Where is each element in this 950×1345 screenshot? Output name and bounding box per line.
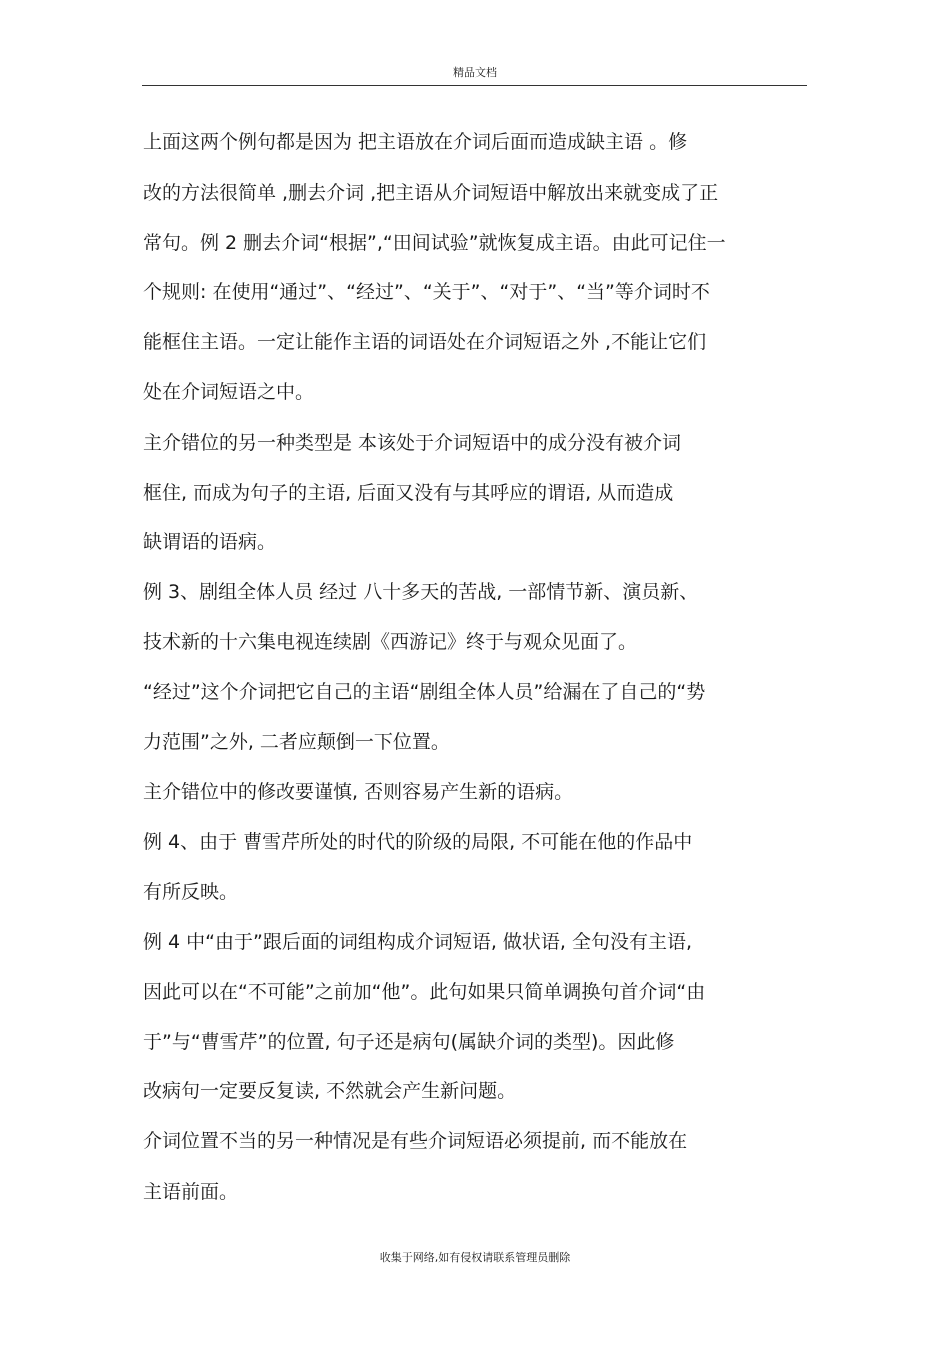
page-header: 精品文档 [453,66,497,79]
text-line: 主语前面。 [143,1181,239,1203]
text-line: 缺谓语的语病。 [143,531,277,553]
text-line: 介词位置不当的另一种情况是有些介词短语必须提前, 而不能放在 [143,1130,688,1152]
header-divider [142,85,807,86]
text-line: 上面这两个例句都是因为 把主语放在介词后面而造成缺主语 。修 [143,131,688,153]
text-line: 能框住主语。一定让能作主语的词语处在介词短语之外 ,不能让它们 [143,331,707,353]
text-line: 技术新的十六集电视连续剧《西游记》终于与观众见面了。 [143,631,638,653]
text-line: 主介错位中的修改要谨慎, 否则容易产生新的语病。 [143,781,574,803]
text-line: 力范围”之外, 二者应颠倒一下位置。 [143,731,450,753]
text-line: 常句。例 2 删去介词“根据”,“田间试验”就恢复成主语。由此可记住一 [143,232,726,254]
text-line: 因此可以在“不可能”之前加“他”。此句如果只简单调换句首介词“由 [143,981,706,1003]
text-line: 主介错位的另一种类型是 本该处于介词短语中的成分没有被介词 [143,432,682,454]
text-line: 处在介词短语之中。 [143,381,315,403]
text-line: 例 4 中“由于”跟后面的词组构成介词短语, 做状语, 全句没有主语, [143,931,693,953]
text-line: 个规则: 在使用“通过”、“经过”、“关于”、“对于”、“当”等介词时不 [143,281,710,303]
text-line: 改的方法很简单 ,删去介词 ,把主语从介词短语中解放出来就变成了正 [143,182,719,204]
page-footer: 收集于网络,如有侵权请联系管理员删除 [379,1251,571,1264]
text-line: 改病句一定要反复读, 不然就会产生新问题。 [143,1080,517,1102]
text-line: 框住, 而成为句子的主语, 后面又没有与其呼应的谓语, 从而造成 [143,482,674,504]
text-line: 例 3、剧组全体人员 经过 八十多天的苦战, 一部情节新、演员新、 [143,581,699,603]
text-line: “经过”这个介词把它自己的主语“剧组全体人员”给漏在了自己的“势 [143,681,706,703]
text-line: 于”与“曹雪芹”的位置, 句子还是病句(属缺介词的类型)。因此修 [143,1031,675,1053]
text-line: 有所反映。 [143,881,239,903]
text-line: 例 4、由于 曹雪芹所处的时代的阶级的局限, 不可能在他的作品中 [143,831,693,853]
